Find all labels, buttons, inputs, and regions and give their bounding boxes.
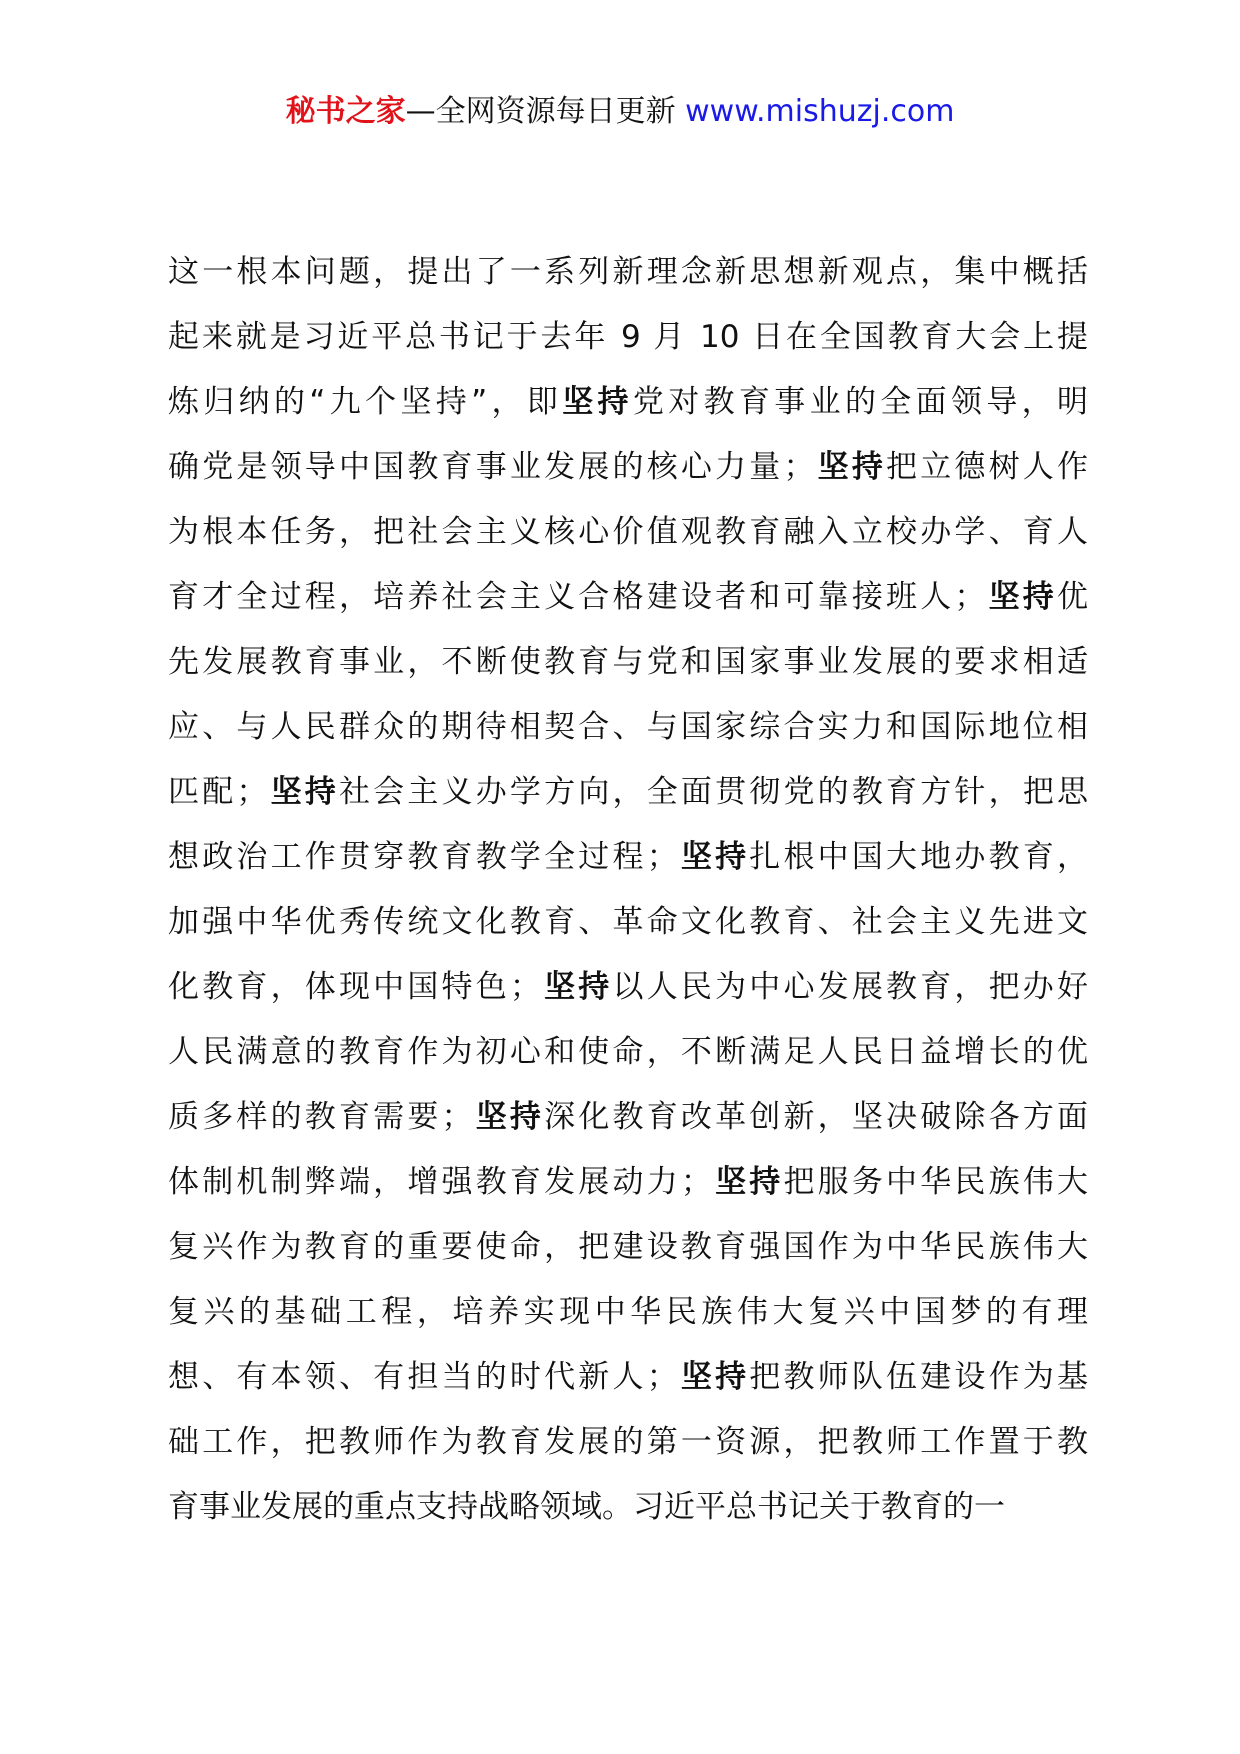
paragraph-line [168,760,1088,825]
paragraph-line [168,695,1088,760]
paragraph-line [168,1410,1088,1475]
emphasis-keyword: 坚持 [267,774,339,810]
emphasis-keyword: 坚持 [711,1164,784,1200]
text-segment: 复兴作为教育的重要使命，把建设教育强国作为中华民族伟大 [168,1229,1088,1265]
text-segment: 党对教育事业的全面领导，明 [632,384,1088,420]
paragraph-line [168,435,1088,500]
paragraph-line [168,1215,1088,1280]
text-segment: 把教师队伍建设作为基 [749,1359,1088,1395]
text-segment: 扎根中国大地办教育， [749,839,1088,875]
text-segment: 为根本任务，把社会主义核心价值观教育融入立校办学、育人 [168,514,1088,550]
emphasis-keyword: 坚持 [677,1359,750,1395]
text-segment: 质多样的教育需要； [168,1099,473,1135]
text-segment: 匹配； [168,774,268,810]
emphasis-keyword: 坚持 [985,579,1057,615]
brand-name: 秘书之家 [285,94,406,129]
page-header [0,92,1240,132]
text-segment: 炼归纳的“九个坚持”，即 [168,384,563,420]
text-segment: 优 [1057,579,1088,615]
paragraph-line [168,1345,1088,1410]
paragraph-line [168,370,1088,435]
paragraph-line [168,1475,1088,1540]
text-segment: 应、与人民群众的期待相契合、与国家综合实力和国际地位相 [168,709,1088,745]
header-tagline: —全网资源每日更新 [405,94,686,129]
site-url-link[interactable]: www.mishuzj.com [685,94,955,129]
paragraph-line [168,305,1088,370]
paragraph-line [168,1020,1088,1085]
text-segment: 想政治工作贯穿教育教学全过程； [168,839,678,875]
text-segment: 这一根本问题，提出了一系列新理念新思想新观点，集中概括 [168,254,1088,290]
text-segment: 复兴的基础工程，培养实现中华民族伟大复兴中国梦的有理 [168,1294,1088,1330]
text-segment: 础工作，把教师作为教育发展的第一资源，把教师工作置于教 [168,1424,1088,1460]
paragraph-line [168,565,1088,630]
text-segment: 把立德树人作 [886,449,1088,485]
emphasis-keyword: 坚持 [814,449,887,485]
text-segment: 体制机制弊端，增强教育发展动力； [168,1164,712,1200]
text-segment: 化教育，体现中国特色； [168,969,541,1005]
document-body [168,240,1088,1540]
text-segment: 以人民为中心发展教育，把办好 [612,969,1088,1005]
text-segment: 确党是领导中国教育事业发展的核心力量； [168,449,815,485]
text-segment: 人民满意的教育作为初心和使命，不断满足人民日益增长的优 [168,1034,1088,1070]
text-segment: 育才全过程，培养社会主义合格建设者和可靠接班人； [168,579,986,615]
text-segment: 社会主义办学方向，全面贯彻党的教育方针，把思 [338,774,1088,810]
paragraph-line [168,1150,1088,1215]
paragraph-line [168,1085,1088,1150]
text-segment: 把服务中华民族伟大 [783,1164,1088,1200]
emphasis-keyword: 坚持 [540,969,613,1005]
text-segment: 起来就是习近平总书记于去年 9 月 10 日在全国教育大会上提 [168,319,1088,355]
text-segment: 想、有本领、有担当的时代新人； [168,1359,678,1395]
text-segment: 深化教育改革创新，坚决破除各方面 [544,1099,1088,1135]
emphasis-keyword: 坚持 [562,384,633,420]
paragraph-line [168,825,1088,890]
paragraph-line [168,890,1088,955]
paragraph-line [168,1280,1088,1345]
text-segment: 育事业发展的重点支持战略领域。习近平总书记关于教育的一 [168,1489,1005,1525]
text-segment: 先发展教育事业，不断使教育与党和国家事业发展的要求相适 [168,644,1088,680]
text-segment: 加强中华优秀传统文化教育、革命文化教育、社会主义先进文 [168,904,1088,940]
paragraph-line [168,630,1088,695]
emphasis-keyword: 坚持 [677,839,750,875]
paragraph-line [168,955,1088,1020]
emphasis-keyword: 坚持 [472,1099,545,1135]
paragraph-line [168,240,1088,305]
paragraph-line [168,500,1088,565]
